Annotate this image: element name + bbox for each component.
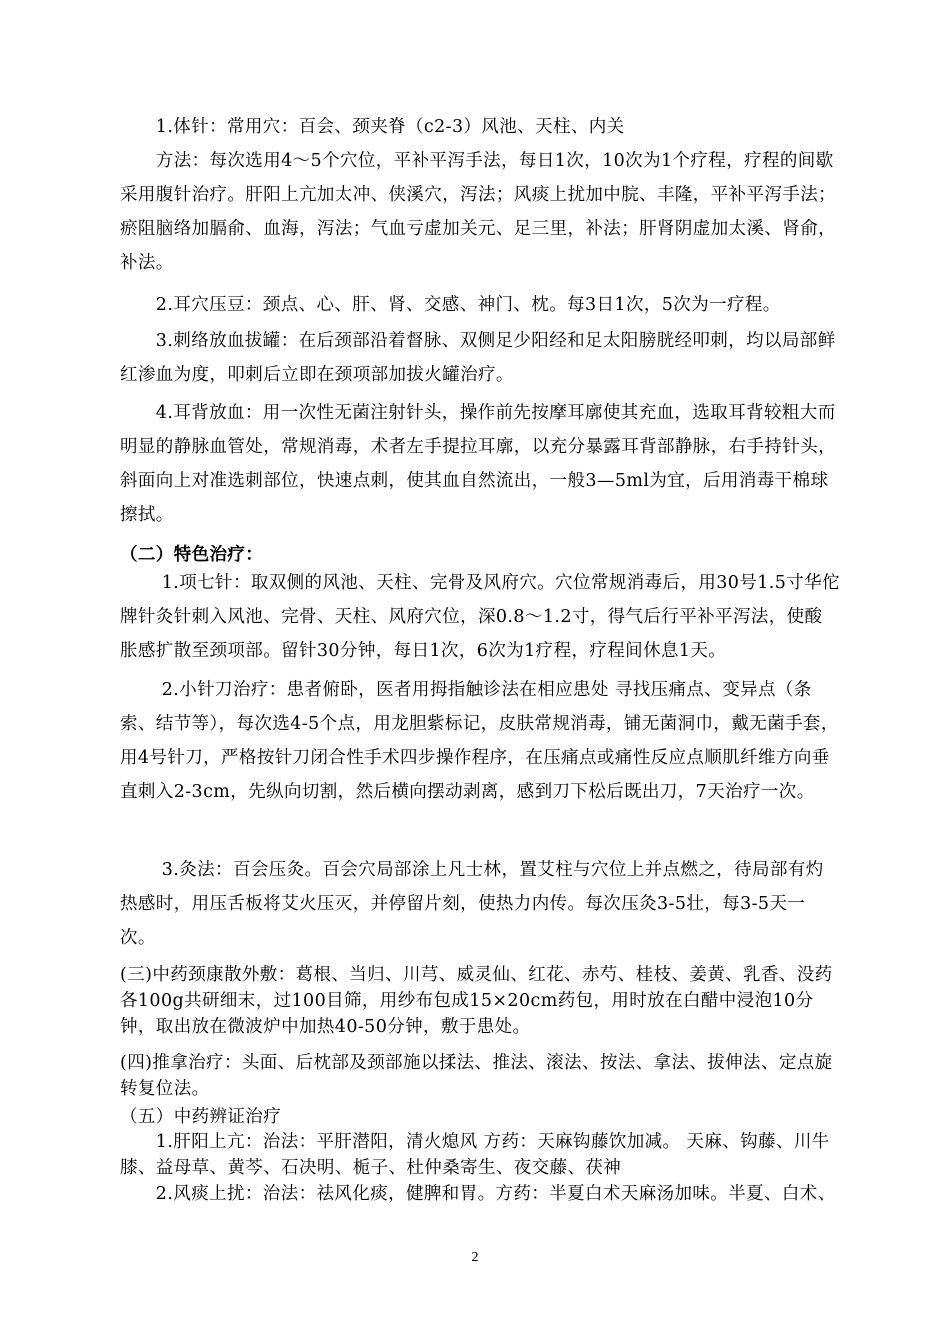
- paragraph-ear-back-bloodletting: 4.耳背放血：用一次性无菌注射针头，操作前先按摩耳廓使其充血，选取耳背较粗大而明显的静脉血管处，常规消毒，术者左手提拉耳廓，以充分暴露耳背部静脉，右手持针头，斜面向上对准选刺部位，快速点刺，使其血自然流出，一般3—5ml为宜，后用消毒干棉球擦拭。: [120, 403, 836, 525]
- paragraph-body-acupuncture: 1.体针：常用穴：百会、颈夹脊（c2-3）风池、天柱、内关: [120, 117, 625, 137]
- paragraph-liver-yang: 1.肝阳上亢：治法：平肝潜阳，清火熄风 方药：天麻钩藤饮加减。 天麻、钩藤、川牛膝、益母草、黄芩、石决明、栀子、杜仲桑寄生、夜交藤、茯神: [120, 1132, 830, 1178]
- section-heading-special-treatment: （二）特色治疗：: [120, 545, 264, 565]
- paragraph-herbal-compress: (三)中药颈康散外敷：葛根、当归、川芎、威灵仙、红花、赤芍、桂枝、姜黄、乳香、没药各100g共研细末，过100目筛，用纱布包成15×20cm药包，用时放在白醋中浸泡10分钟，取出放在微波炉中加热40-50分钟，敷于患处。: [120, 965, 833, 1037]
- paragraph-wind-phlegm: 2.风痰上扰：治法：祛风化痰，健脾和胃。方药：半夏白术天麻汤加味。半夏、白术、: [120, 1184, 836, 1204]
- page-number: 2: [471, 1250, 479, 1265]
- paragraph-tuina: (四)推拿治疗：头面、后枕部及颈部施以揉法、推法、滚法、按法、拿法、拔伸法、定点旋转复位法。: [120, 1053, 833, 1099]
- section-heading-herbal-differentiation: （五）中药辨证治疗: [120, 1107, 282, 1127]
- paragraph-acupotomy: 2.小针刀治疗：患者俯卧，医者用拇指触诊法在相应患处 寻找压痛点、变异点（条索、结节等），每次选4-5个点，用龙胆紫标记，皮肤常规消毒，铺无菌洞巾，戴无菌手套，用4号针刀，严格按针刀闭合性手术四步操作程序，在压痛点或痛性反应点顺肌纤维方向垂直刺入2-3cm，先纵向切割，然后横向摆动剥离，感到刀下松后既出刀，7天治疗一次。: [120, 680, 839, 802]
- paragraph-neck-seven-needles: 1.项七针：取双侧的风池、天柱、完骨及风府穴。穴位常规消毒后，用30号1.5寸华佗牌针灸针刺入风池、完骨、天柱、风府穴位，深0.8～1.2寸，得气后行平补平泻法，使酸胀感扩散至颈项部。留针30分钟，每日1次，6次为1疗程，疗程间休息1天。: [120, 573, 840, 661]
- paragraph-method: 方法：每次选用4～5个穴位，平补平泻手法，每日1次，10次为1个疗程，疗程的间歇采用腹针治疗。肝阳上亢加太冲、侠溪穴，泻法；风痰上扰加中脘、丰隆，平补平泻手法；瘀阻脑络加膈俞、血海，泻法；气血亏虚加关元、足三里，补法；肝肾阴虚加太溪、肾俞，补法。: [120, 151, 836, 273]
- paragraph-bloodletting-cupping: 3.刺络放血拔罐：在后颈部沿着督脉、双侧足少阳经和足太阳膀胱经叩刺，均以局部鲜红渗血为度，叩刺后立即在颈项部加拔火罐治疗。: [120, 331, 836, 385]
- paragraph-moxibustion: 3.灸法：百会压灸。百会穴局部涂上凡士林，置艾柱与穴位上并点燃之，待局部有灼热感时，用压舌板将艾火压灭，并停留片刻，使热力内传。每次压灸3-5壮，每3-5天一次。: [120, 860, 824, 948]
- paragraph-ear-seeds: 2.耳穴压豆：颈点、心、肝、肾、交感、神门、枕。每3日1次，5次为一疗程。: [120, 295, 781, 315]
